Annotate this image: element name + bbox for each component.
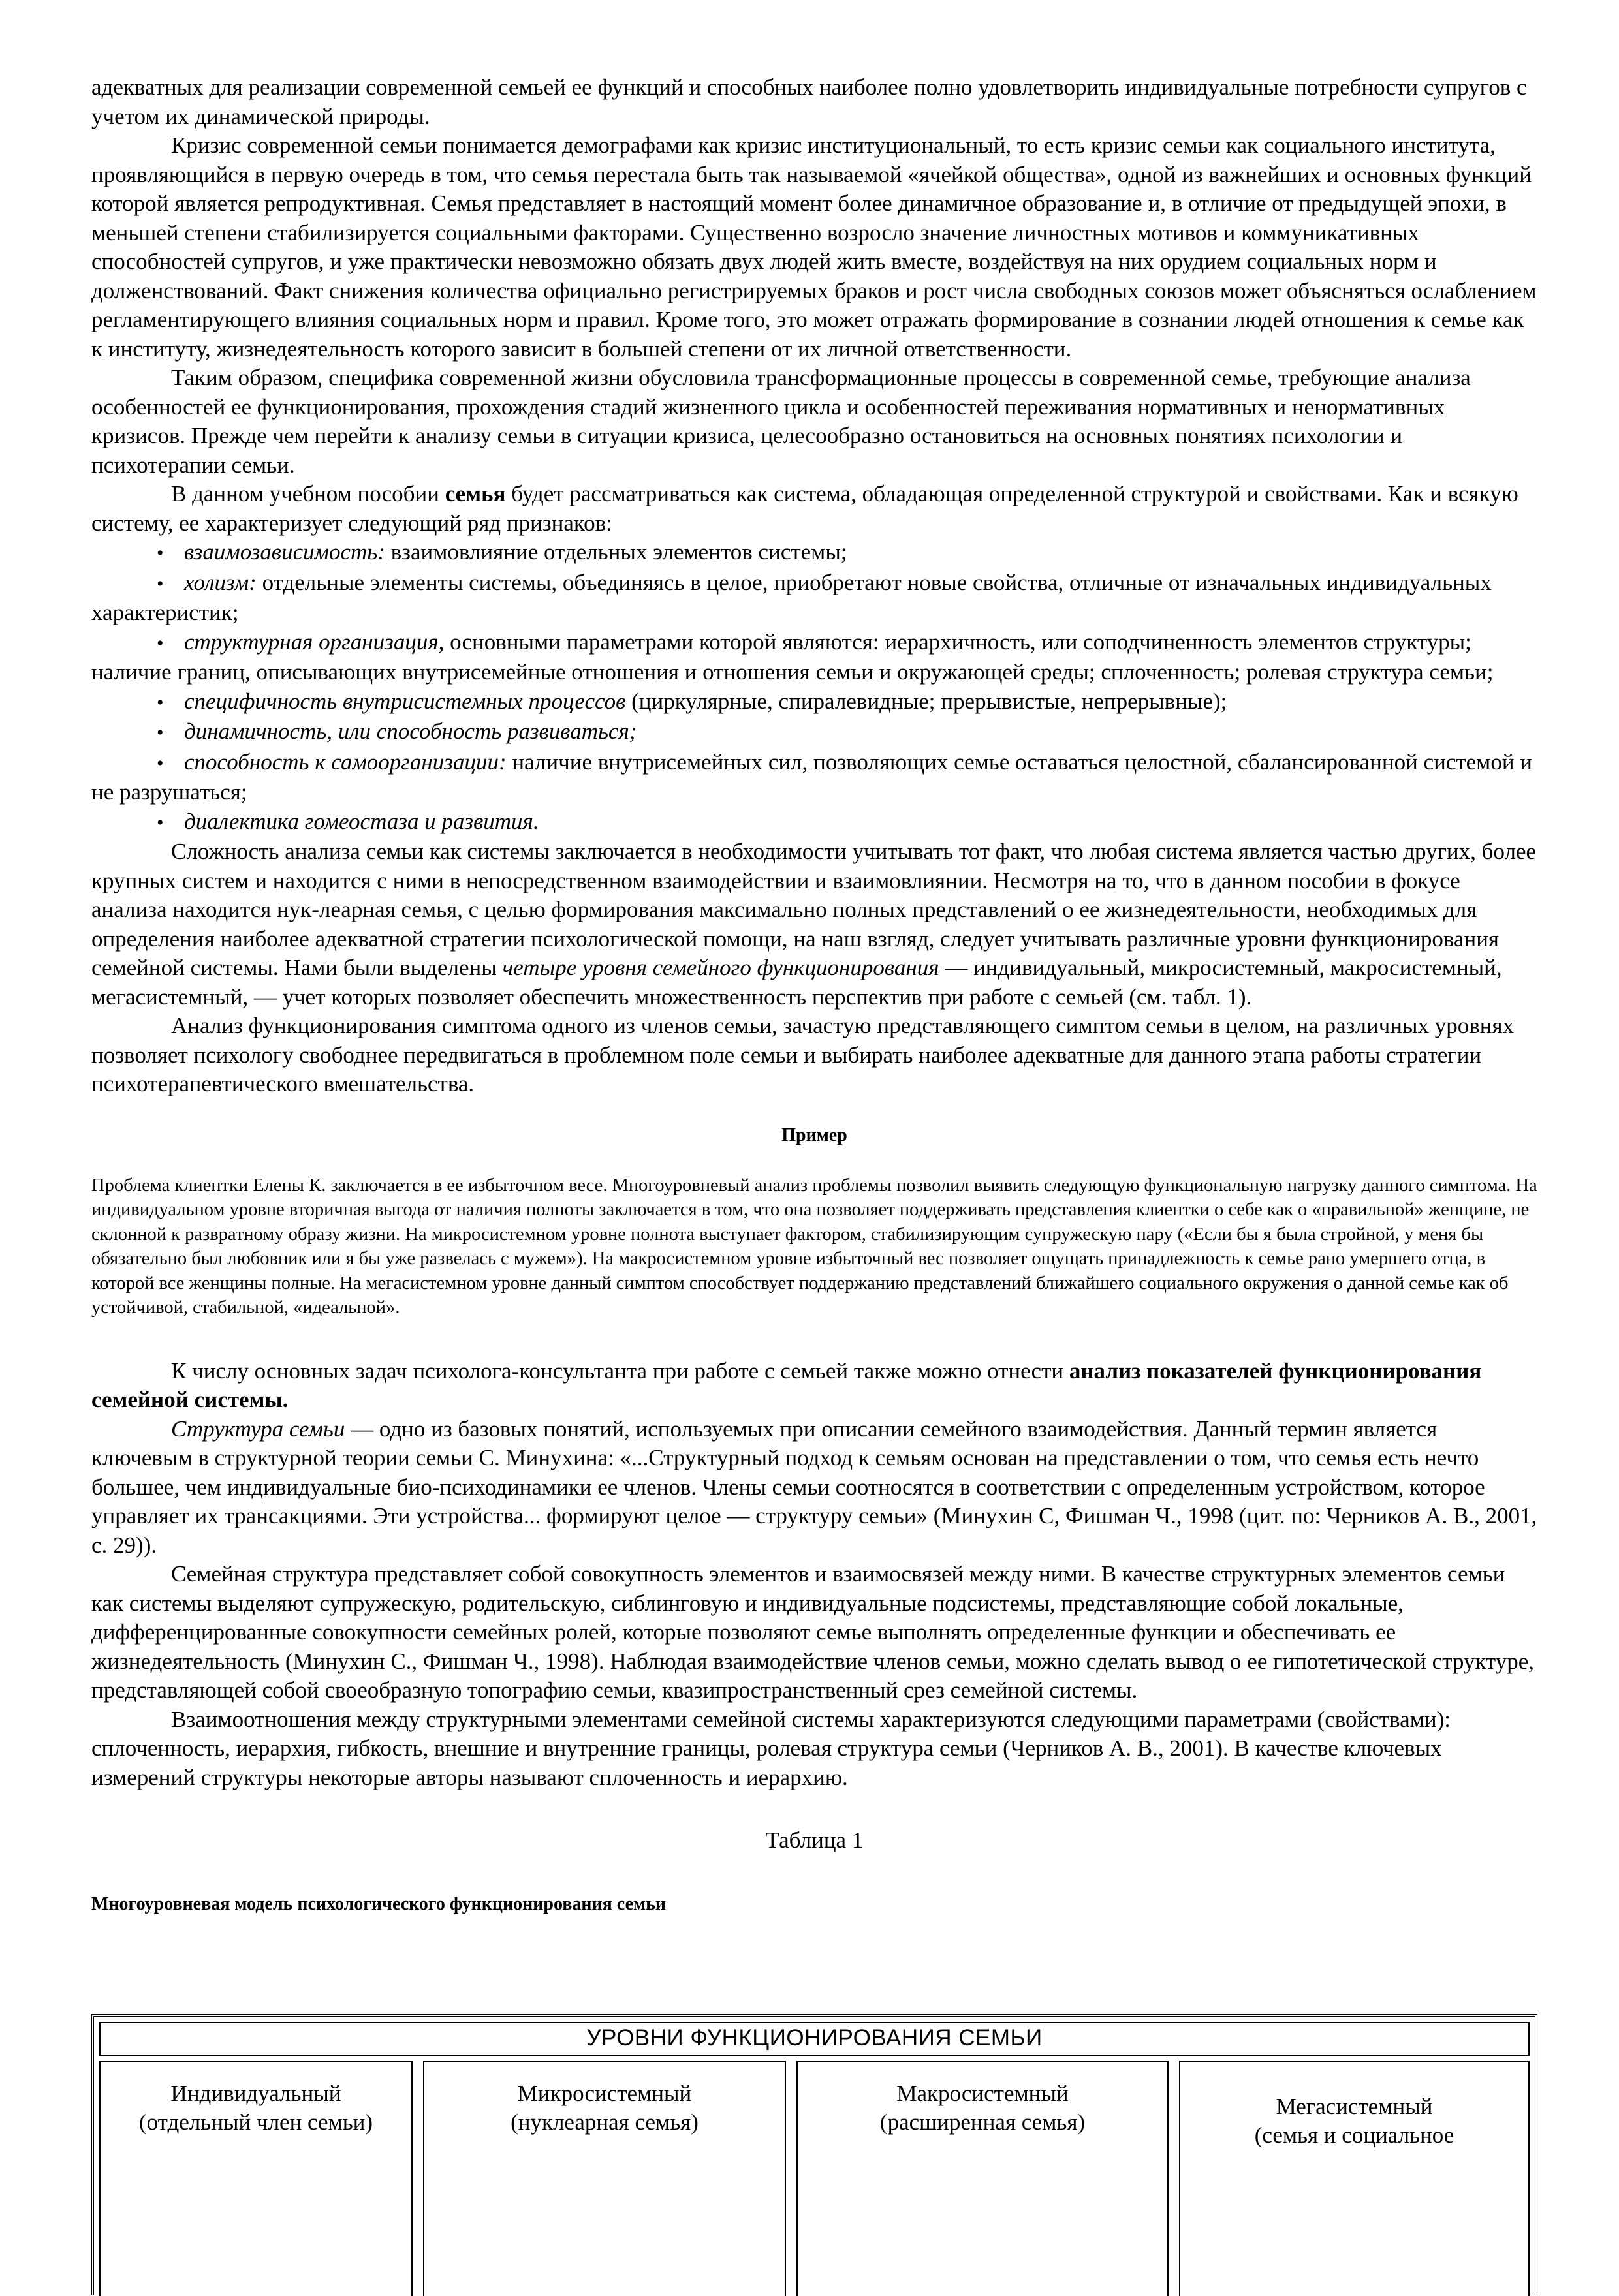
family-structure-term: Структура семьи xyxy=(171,1416,345,1442)
paragraph-0 xyxy=(91,73,1537,131)
table-column-macrosystem xyxy=(796,2061,1169,2296)
paragraph-2-text: Таким образом, специфика современной жизни обусловила трансформационные процессы в современной семье, требующие анализа особенностей ее функционирования, прохождения стадий жизненного цикла и особенностей переживания нормативных и ненормативных кризисов. Прежде чем перейти к анализу семьи в ситуации кризиса, целесообразно остановиться на основных понятиях психологии и психотерапии семьи. xyxy=(91,365,1471,478)
list-item-term: диалектика гомеостаза и развития. xyxy=(184,808,539,834)
paragraph-5 xyxy=(91,1012,1537,1099)
paragraph-3-text-a: В данном учебном пособии xyxy=(171,481,445,506)
list-item xyxy=(91,568,1537,628)
list-item xyxy=(91,687,1537,718)
table-column-microsystem xyxy=(423,2061,786,2296)
column-title: Индивидуальный xyxy=(170,2081,341,2106)
paragraph-6 xyxy=(91,1357,1537,1415)
bullet-icon: • xyxy=(157,542,164,564)
bullet-icon: • xyxy=(157,572,164,595)
paragraph-8-text: Семейная структура представляет собой совокупность элементов и взаимосвязей между ними. В качестве структурных элементов семьи как системы выделяют супружескую, родительскую, сиблинговую и индивидуальные подсистемы, представляющие собой локальные, дифференцированные совокупности семейных ролей, которые позволяют семье выполнять определенные функции и обеспечивать ее жизнедеятельность (Минухин С., Фишман Ч., 1998). Наблюдая взаимодействие членов семьи, можно сделать вывод о ее гипотетической структуре, представляющей собой своеобразную топографию семьи, квазипространственный срез семейной системы. xyxy=(91,1561,1535,1703)
list-item-text: основными параметрами которой являются: иерархичность, или соподчиненность элементов структуры; наличие границ, описывающих внутрисемейные отношения и отношения семьи и окружающей среды; сплоченность; ролевая структура семьи; xyxy=(91,628,1494,685)
table-title: Многоуровневая модель психологического функционирования семьи xyxy=(91,1894,667,1914)
paragraph-9 xyxy=(91,1705,1537,1793)
paragraph-8 xyxy=(91,1560,1537,1705)
list-item-text: наличие внутрисемейных сил, позволяющих семье оставаться целостной, сбалансированной системой и не разрушаться; xyxy=(91,749,1533,805)
list-item-term: структурная организация, xyxy=(184,628,445,655)
paragraph-3-text-c: будет рассматриваться как система, обладающая определенной структурой и свойствами. Как и всякую систему, ее характеризует следующий ряд признаков: xyxy=(91,481,1518,536)
paragraph-3 xyxy=(91,480,1537,538)
bullet-icon: • xyxy=(157,632,164,654)
list-item-term: способность к самоорганизации: xyxy=(184,749,507,775)
paragraph-4-text: Сложность анализа семьи как системы заключается в необходимости учитывать тот факт, что любая система является частью других, более крупных систем и находится с ними в непосредственном взаимодействии и взаимовлиянии. Несмотря на то, что в данном пособии в фокусе анализа находится нук-леарная семья, с целью формирования максимально полных представлений о ее жизнедеятельности, необходимых для определения наиболее адекватной стратегии психологической помощи, на наш взгляд, следует учитывать различные уровни функционирования семейной системы. Нами были выделены xyxy=(91,839,1537,980)
table-column-megasystem xyxy=(1179,2061,1530,2296)
list-item-text: взаимовлияние отдельных элементов системы; xyxy=(385,539,847,565)
example-title: Пример xyxy=(781,1125,847,1145)
bullet-icon: • xyxy=(157,811,164,833)
paragraph-7-text: — одно из базовых понятий, используемых при описании семейного взаимодействия. Данный термин является ключевым в структурной теории семьи С. Минухина: «...Структурный подход к семьям основан на представлении о том, что семья есть нечто большее, чем индивидуальные био-психодинамики ее членов. Члены семьи соотносятся в соответствии с определенным устройством, которое управляет их трансакциями. Эти устройства... формируют целое — структуру семьи» (Минухин С, Фишман Ч., 1998 (цит. по: Черников А. В., 2001, с. 29)). xyxy=(91,1416,1537,1558)
list-item-text: отдельные элементы системы, объединяясь в целое, приобретают новые свойства, отличные от изначальных индивидуальных характеристик; xyxy=(91,569,1492,625)
list-item-term: холизм: xyxy=(184,569,257,595)
paragraph-5-text: Анализ функционирования симптома одного из членов семьи, зачастую представляющего симптом семьи в целом, на различных уровнях позволяет психологу свободнее передвигаться в проблемном поле семьи и выбирать наиболее адекватные для данного этапа работы стратегии психотерапевтического вмешательства. xyxy=(91,1013,1515,1096)
family-term: семья xyxy=(445,481,506,506)
paragraph-2 xyxy=(91,364,1537,480)
column-title: Микросистемный xyxy=(517,2081,692,2106)
analysis-term: анализ показателей функционирования семейной системы. xyxy=(91,1357,1482,1412)
bullet-icon: • xyxy=(157,752,164,774)
paragraph-0-text: адекватных для реализации современной семьей ее функций и способных наиболее полно удовлетворить индивидуальные потребности супругов с учетом их динамической природы. xyxy=(91,74,1527,129)
list-item xyxy=(91,538,1537,568)
bullet-icon: • xyxy=(157,722,164,743)
system-features-list xyxy=(91,538,1537,837)
list-item-text: (циркулярные, спиралевидные; прерывистые, непрерывные); xyxy=(625,688,1227,714)
paragraph-9-text: Взаимоотношения между структурными элементами семейной системы характеризуются следующими параметрами (свойствами): сплоченность, иерархия, гибкость, внешние и внутренние границы, ролевая структура семьи (Черников А. В., 2001). В качестве ключевых измерений структуры некоторые авторы называют сплоченность и иерархию. xyxy=(91,1706,1451,1790)
example-body: Проблема клиентки Елены К. заключается в ее избыточном весе. Многоуровневый анализ проблемы позволил выявить следующую функциональную нагрузку данного симптома. На индивидуальном уровне вторичная выгода от наличия полноты заключается в том, что она позволяет поддерживать представления клиентки о себе как о «правильной» женщине, не склонной к развратному образу жизни. На микросистемном уровне полнота выступает фактором, стабилизирующим супружескую пару («Если бы я была стройной, у меня бы обязательно был любовник или я бы уже развелась с мужем»). На макросистемном уровне избыточный вес позволяет ощущать принадлежность к семье рано умершего отца, в которой все женщины полные. На мегасистемном уровне данный симптом способствует поддержанию представлений ближайшего социального окружения о данной семье как об устойчивой, стабильной, «идеальной». xyxy=(91,1175,1537,1318)
list-item-term: динамичность, или способность развиваться; xyxy=(184,719,637,744)
paragraph-7 xyxy=(91,1415,1537,1560)
levels-table xyxy=(91,2014,1537,2295)
column-title: Макросистемный xyxy=(896,2081,1069,2106)
paragraph-1 xyxy=(91,131,1537,364)
paragraph-4 xyxy=(91,837,1537,1012)
column-subtitle: (расширенная семья) xyxy=(879,2109,1086,2135)
column-subtitle: (отдельный член семьи) xyxy=(138,2109,373,2135)
bullet-icon: • xyxy=(157,691,164,713)
column-subtitle: (нуклеарная семья) xyxy=(511,2109,699,2135)
table-header: УРОВНИ ФУНКЦИОНИРОВАНИЯ СЕМЬИ xyxy=(99,2022,1530,2056)
table-column-individual xyxy=(99,2061,413,2296)
list-item xyxy=(91,807,1537,838)
list-item xyxy=(91,717,1537,748)
list-item xyxy=(91,748,1537,807)
document-page xyxy=(91,73,1537,1917)
four-levels-term: четыре уровня семейного функционирования xyxy=(502,955,939,980)
table-caption: Таблица 1 xyxy=(765,1827,864,1853)
paragraph-4-end: — индивидуальный, микросистемный, макросистемный, мегасистемный, — учет которых позволяет обеспечить множественность перспектив при работе с семьей (см. табл. 1). xyxy=(91,955,1502,1010)
list-item-term: специфичность внутрисистемных процессов xyxy=(184,688,626,714)
list-item xyxy=(91,628,1537,687)
column-title: Мегасистемный xyxy=(1276,2094,1433,2119)
paragraph-1-text: Кризис современной семьи понимается демографами как кризис институциональный, то есть кризис семьи как социального института, проявляющийся в первую очередь в том, что семья перестала быть так называемой «ячейкой общества», одной из важнейших и основных функций которой является репродуктивная. Семья представляет в настоящий момент более динамичное образование и, в отличие от предыдущей эпохи, в меньшей степени стабилизируется социальными факторами. Существенно возросло значение личностных мотивов и коммуникативных способностей супругов, и уже практически невозможно обязать двух людей жить вместе, воздействуя на них орудием социальных норм и долженствований. Факт снижения количества официально регистрируемых браков и рост числа свободных союзов может объясняться ослаблением регламентирующего влияния социальных норм и правил. Кроме того, это может отражать формирование в сознании людей отношения к семье как к институту, жизнедеятельность которого зависит в большей степени от их личной ответственности. xyxy=(91,132,1537,362)
list-item-term: взаимозависимость: xyxy=(184,539,385,565)
column-subtitle: (семья и социальное xyxy=(1254,2122,1454,2148)
paragraph-6-text: К числу основных задач психолога-консультанта при работе с семьей также можно отнести xyxy=(171,1357,1069,1384)
